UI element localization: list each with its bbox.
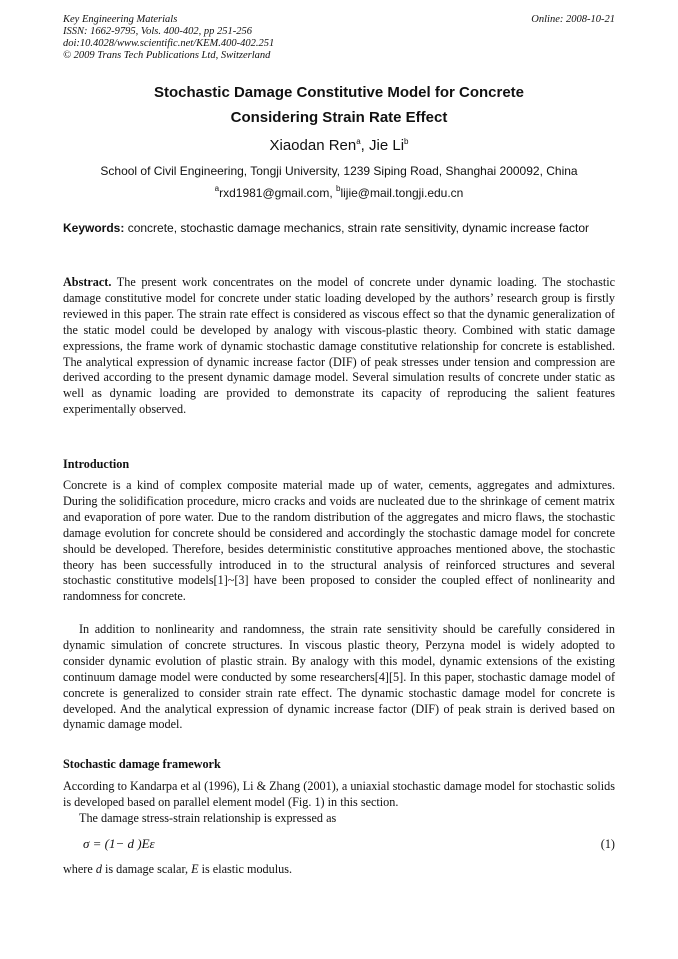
author-1-affil-mark: a xyxy=(356,137,361,146)
affiliation: School of Civil Engineering, Tongji University, 1239 Siping Road, Shanghai 200092, China xyxy=(100,164,578,178)
where-text-c: is elastic modulus. xyxy=(198,862,292,876)
title-line-2: Considering Strain Rate Effect xyxy=(230,109,448,126)
introduction-paragraph-1: Concrete is a kind of complex composite material made up of water, cements, aggregates and admixtures. During the solidification procedure, micro cracks and voids are nucleated due to the shrinkage of cement matrix and evaporation of pore water. Due to the random distribution of the aggregates and micro flaws, the stochastic damage evolution for concrete should be considered and accordingly the stochastic damage model for concrete should be developed. Therefore, besides deterministic constitutive approaches mentioned above, the stochastic theory has been successfully introduced in to the structural analysis of reinforced structures and several stochastic constitutive models[1]~[3] have been proposed to consider the coupled effect of nonlinearity and randomness for concrete. xyxy=(63,478,615,604)
abstract-label: Abstract. xyxy=(63,275,112,289)
keywords-label: Keywords: xyxy=(63,221,125,235)
email-2: lijie@mail.tongji.edu.cn xyxy=(340,186,464,200)
email-2-mark: b xyxy=(336,184,341,193)
introduction-paragraph-2: In addition to nonlinearity and randomness, the strain rate sensitivity should be carefully considered in dynamic simulation of concrete structures. In viscous plastic theory, Perzyna model is widely adopted to consider dynamic evolution of plastic strain. By analogy with this model, dynamic extensions of the existing continuum damage model were conducted by some researchers[4][5]. In this paper, stochastic damage model of concrete is generalized to consider strain rate effect. The dynamic stochastic damage model for concrete is developed. And the analytical expression of dynamic increase factor (DIF) of peak strain is derived based on dynamic damage model. xyxy=(63,622,615,732)
author-2-affil-mark: b xyxy=(404,137,409,146)
abstract xyxy=(63,275,615,418)
title-line-1: Stochastic Damage Constitutive Model for Concrete xyxy=(153,84,525,101)
author-emails xyxy=(40,186,638,201)
doi-line: doi:10.4028/www.scientific.net/KEM.400-402.251 xyxy=(63,38,275,49)
journal-header xyxy=(63,14,615,62)
modulus-symbol: E xyxy=(191,862,199,876)
abstract-text: The present work concentrates on the model of concrete under dynamic loading. The stochastic damage constitutive model for concrete under static loading developed by the authors’ research group is firstly reviewed in this paper. The strain rate effect is considered as viscous effect so that the dynamic generalization of the static model could be developed by analogy with viscous-plastic theory. Combined with static damage expressions, the frame work of dynamic stochastic damage constitutive relationship for concrete is established. The analytical expression of dynamic increase factor (DIF) of peak stresses under tension and compression are derived according to the present dynamic damage model. Several simulation results of concrete under static as well as dynamic loading are provided to demonstrate its capacity of reproducing the salient features experimentally observed. xyxy=(63,275,615,417)
where-text-b: is damage scalar, xyxy=(101,862,192,876)
author-1: Xiaodan Ren xyxy=(269,137,357,154)
online-date: Online: 2008-10-21 xyxy=(531,14,615,25)
paper-title xyxy=(40,80,638,130)
issn-line: ISSN: 1662-9795, Vols. 400-402, pp 251-256 xyxy=(63,26,252,37)
damage-symbol: d xyxy=(95,862,102,876)
author-separator: , xyxy=(360,137,370,154)
section-heading-stochastic-framework: Stochastic damage framework xyxy=(63,757,221,771)
email-1: rxd1981@gmail.com, xyxy=(219,186,336,200)
copyright-line: © 2009 Trans Tech Publications Ltd, Switzerland xyxy=(63,50,271,61)
author-list xyxy=(40,137,638,155)
section-heading-introduction: Introduction xyxy=(63,457,130,471)
framework-paragraph-1: According to Kandarpa et al (1996), Li & Zhang (2001), a uniaxial stochastic damage model for stochastic solids is developed based on parallel element model (Fig. 1) in this section. xyxy=(63,779,616,809)
keywords-text: concrete, stochastic damage mechanics, strain rate sensitivity, dynamic increase factor xyxy=(124,221,590,235)
where-text-a: where xyxy=(63,862,96,876)
framework-paragraph-2: The damage stress-strain relationship is expressed as xyxy=(79,811,337,825)
equation-1: σ = (1− d )Eε xyxy=(83,836,155,851)
equation-1-number: (1) xyxy=(600,837,615,851)
email-1-mark: a xyxy=(214,184,220,193)
author-2: Jie Li xyxy=(369,137,405,154)
keywords xyxy=(63,221,623,236)
journal-name: Key Engineering Materials xyxy=(63,14,178,25)
equation-definitions xyxy=(63,862,615,878)
